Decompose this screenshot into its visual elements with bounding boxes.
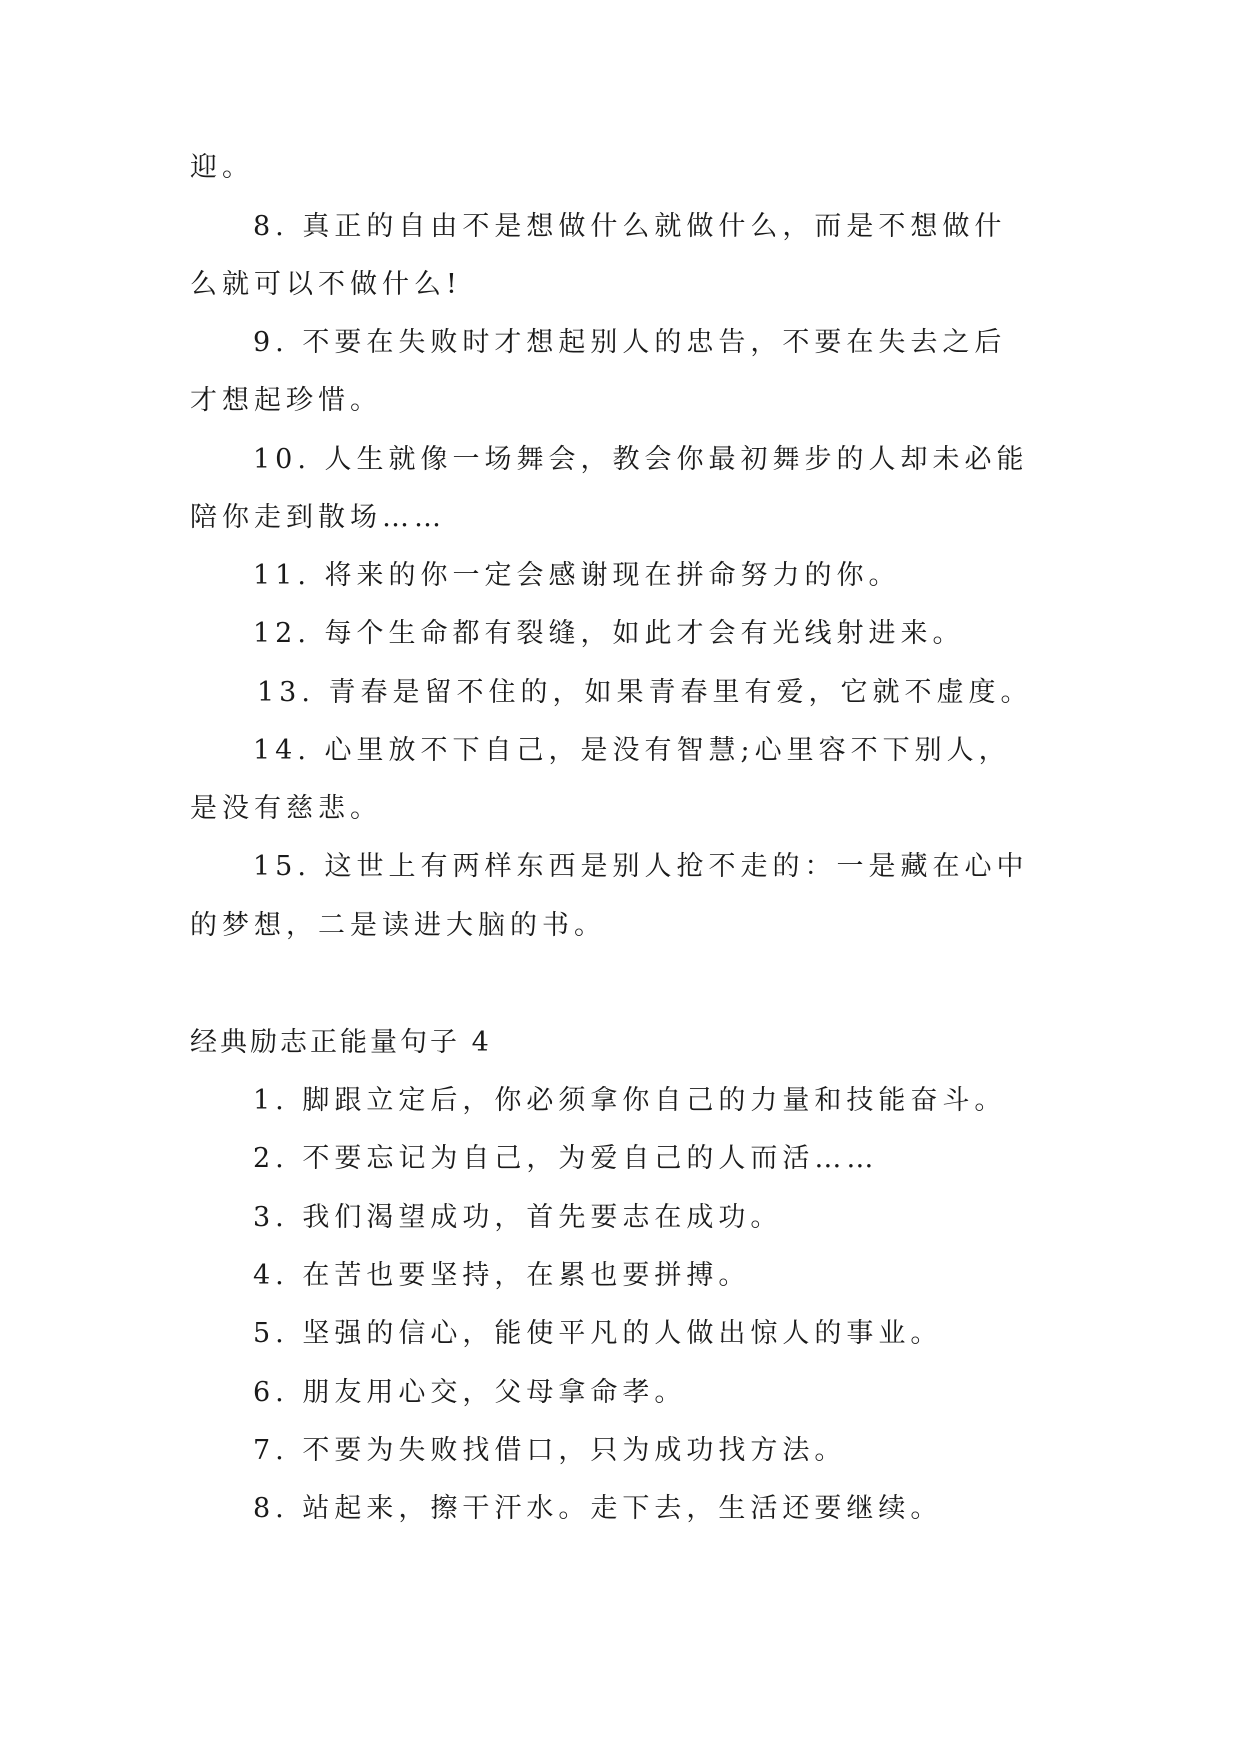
list-item: 1. 脚跟立定后，你必须拿你自己的力量和技能奋斗。 bbox=[253, 1085, 1007, 1116]
section-title: 经典励志正能量句子 4 bbox=[190, 1027, 492, 1058]
text-line: 才想起珍惜。 bbox=[190, 385, 382, 416]
list-item: 6. 朋友用心交，父母拿命孝。 bbox=[253, 1377, 687, 1408]
list-item: 5. 坚强的信心，能使平凡的人做出惊人的事业。 bbox=[253, 1318, 943, 1349]
text-line: 的梦想，二是读进大脑的书。 bbox=[190, 910, 606, 941]
text-line: 迎。 bbox=[190, 152, 254, 183]
text-line: 么就可以不做什么! bbox=[190, 269, 462, 300]
text-line: 9. 不要在失败时才想起别人的忠告，不要在失去之后 bbox=[253, 327, 1007, 358]
list-item: 8. 站起来，擦干汗水。走下去，生活还要继续。 bbox=[253, 1493, 943, 1524]
text-line: 12. 每个生命都有裂缝，如此才会有光线射进来。 bbox=[253, 618, 965, 649]
text-line: 8. 真正的自由不是想做什么就做什么，而是不想做什 bbox=[253, 211, 1007, 242]
text-line: 11. 将来的你一定会感谢现在拼命努力的你。 bbox=[253, 560, 901, 591]
text-line: 是没有慈悲。 bbox=[190, 793, 382, 824]
text-line: 13. 青春是留不住的，如果青春里有爱，它就不虚度。 bbox=[257, 677, 1033, 708]
text-line: 10. 人生就像一场舞会，教会你最初舞步的人却未必能 bbox=[253, 444, 1029, 475]
text-line: 15. 这世上有两样东西是别人抢不走的：一是藏在心中 bbox=[253, 851, 1029, 882]
text-line: 14. 心里放不下自己，是没有智慧;心里容不下别人， bbox=[253, 735, 1011, 766]
list-item: 3. 我们渴望成功，首先要志在成功。 bbox=[253, 1202, 783, 1233]
list-item: 7. 不要为失败找借口，只为成功找方法。 bbox=[253, 1435, 847, 1466]
text-line: 陪你走到散场…… bbox=[190, 502, 446, 533]
list-item: 4. 在苦也要坚持，在累也要拼搏。 bbox=[253, 1260, 751, 1291]
list-item: 2. 不要忘记为自己，为爱自己的人而活…… bbox=[253, 1143, 879, 1174]
